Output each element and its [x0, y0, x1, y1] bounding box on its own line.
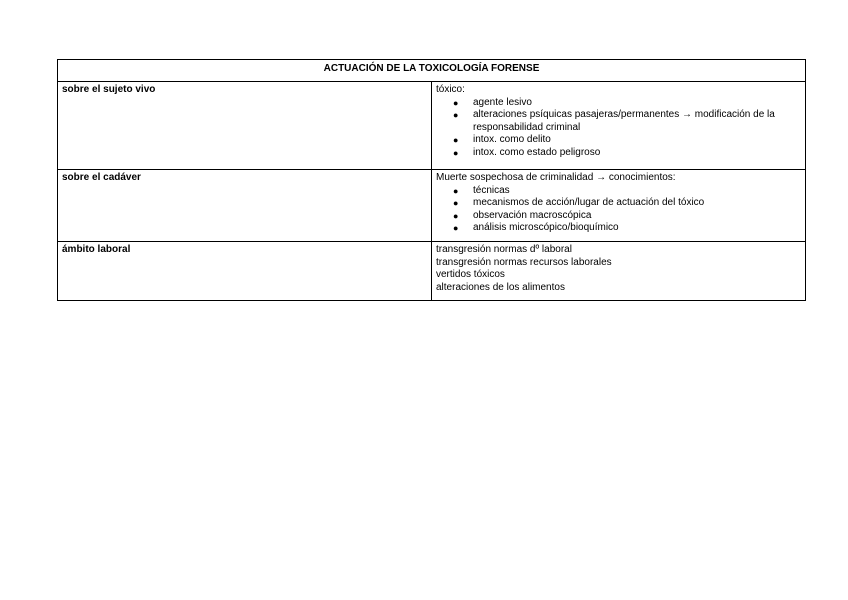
table-row	[58, 82, 806, 170]
list-item	[453, 146, 801, 160]
table-header-row	[58, 60, 806, 82]
row-content-ambito-laboral	[432, 242, 806, 301]
row-content-cadaver	[432, 170, 806, 242]
content-line: vertidos tóxicos	[436, 269, 505, 280]
content-intro: tóxico:	[436, 84, 465, 95]
bullet-icon: ●	[453, 185, 459, 196]
list-item	[453, 96, 801, 110]
row-label-cadaver: sobre el cadáver	[58, 170, 432, 242]
list-item	[453, 184, 801, 198]
bullet-icon: ●	[453, 110, 459, 120]
list-item-text: intox. como estado peligroso	[473, 146, 601, 158]
bullet-icon: ●	[453, 198, 459, 208]
list-item	[453, 134, 801, 147]
content-intro: Muerte sospechosa de criminalidad → conocimientos:	[436, 172, 676, 183]
list-item	[453, 197, 801, 210]
table-row	[58, 242, 806, 301]
bullet-list	[436, 185, 801, 235]
bullet-icon: ●	[453, 210, 459, 221]
list-item-text: alteraciones psíquicas pasajeras/permanentes → modificación de la responsabilidad criminal	[473, 109, 775, 133]
list-item-text: observación macroscópica	[473, 209, 592, 221]
row-label-ambito-laboral: ámbito laboral	[58, 242, 432, 301]
bullet-icon: ●	[453, 223, 459, 233]
list-item-text: mecanismos de acción/lugar de actuación del tóxico	[473, 197, 705, 208]
content-line: alteraciones de los alimentos	[436, 281, 565, 293]
list-item-text: agente lesivo	[473, 96, 532, 108]
list-item	[453, 109, 801, 134]
list-item	[453, 222, 801, 235]
list-item-text: técnicas	[473, 184, 510, 196]
bullet-icon: ●	[453, 135, 459, 145]
content-line: transgresión normas dº laboral	[436, 244, 572, 255]
list-item-text: intox. como delito	[473, 134, 551, 145]
row-content-sujeto-vivo	[432, 82, 806, 170]
table-row	[58, 170, 806, 242]
bullet-list	[436, 97, 801, 160]
content-line: transgresión normas recursos laborales	[436, 256, 612, 268]
row-label-sujeto-vivo: sobre el sujeto vivo	[58, 82, 432, 170]
toxicology-table	[57, 59, 806, 301]
list-item	[453, 209, 801, 223]
table-title: ACTUACIÓN DE LA TOXICOLOGÍA FORENSE	[58, 60, 806, 82]
list-item-text: análisis microscópico/bioquímico	[473, 222, 619, 233]
bullet-icon: ●	[453, 147, 459, 158]
bullet-icon: ●	[453, 97, 459, 108]
